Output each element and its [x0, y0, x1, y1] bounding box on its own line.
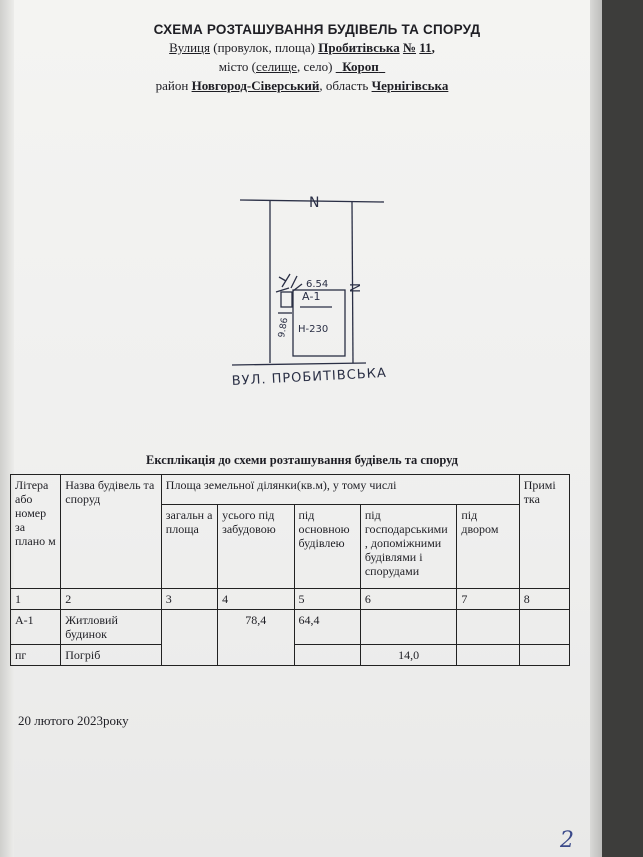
building-length-label: 9.86: [277, 317, 291, 339]
row-name: Житловий будинок: [61, 610, 162, 645]
header-note: Примі тка: [519, 475, 569, 589]
row-main: 64,4: [294, 610, 360, 645]
street-value: Пробитівська: [318, 40, 400, 55]
column-number: 8: [519, 589, 569, 610]
region-label: область: [325, 78, 369, 93]
building-width-label: 6.54: [306, 279, 329, 290]
header-auxiliary: під господарськими , допоміжними будівлями і спорудами: [360, 505, 457, 589]
street-caption: ВУЛ. ПРОБИТІВСЬКА: [231, 365, 388, 389]
header-letter: Літера або номер за плано м: [11, 475, 61, 589]
city-line: [14, 59, 590, 75]
document-header: [14, 22, 590, 94]
district-line: район Новгород-Сіверський, область Чернігівська: [155, 78, 449, 93]
city-label-settlement: селище: [256, 59, 297, 74]
header-built-area: усього під забудовою: [218, 505, 294, 589]
column-number: 3: [161, 589, 217, 610]
row-built: 78,4: [218, 610, 294, 666]
row-main: [294, 645, 360, 666]
street-line: Вулиця (провулок, площа) Пробитівська № 11,: [169, 40, 435, 55]
header-main-building: під основною будівлею: [294, 505, 360, 589]
north-label: N: [309, 195, 320, 211]
street-label: Вулиця: [169, 40, 210, 55]
row-letter: А-1: [11, 610, 61, 645]
column-number: 7: [457, 589, 519, 610]
building-letter-label: А-1: [302, 290, 321, 303]
column-number: 4: [218, 589, 294, 610]
city-value: Короп: [342, 59, 379, 74]
column-numbers-row: [11, 589, 570, 610]
district-value: Новгород-Сіверський: [191, 78, 320, 93]
house-label: №: [402, 40, 417, 55]
cellar-outline: [281, 292, 292, 307]
row-aux: [360, 610, 457, 645]
east-neighbor-label: N: [346, 283, 361, 293]
explication-table: [10, 474, 570, 666]
column-number: 1: [11, 589, 61, 610]
city-label-rest: , село): [296, 59, 333, 74]
building-height-label: Н-230: [298, 324, 329, 335]
row-note: [519, 610, 569, 645]
column-number: 6: [360, 589, 457, 610]
header-total-area: загальн а площа: [161, 505, 217, 589]
district-label: район: [155, 78, 189, 93]
header-name: Назва будівель та споруд: [61, 475, 162, 589]
page-number: 2: [560, 828, 574, 853]
house-value: 11: [419, 40, 432, 55]
row-name: Погріб: [61, 645, 162, 666]
row-note: [519, 645, 569, 666]
table-row: [11, 610, 570, 645]
row-letter: пг: [11, 645, 61, 666]
document-title: СХЕМА РОЗТАШУВАННЯ БУДІВЕЛЬ ТА СПОРУД: [153, 22, 481, 37]
city-label: місто (: [218, 59, 256, 74]
row-total: [161, 610, 217, 666]
row-yard: [457, 610, 519, 645]
table-caption: Експлікація до схеми розташування будівель та споруд: [146, 453, 458, 467]
binder-margin: [0, 0, 14, 857]
site-scheme: [14, 180, 590, 420]
south-boundary: [232, 363, 366, 365]
row-yard: [457, 645, 519, 666]
column-number: 5: [294, 589, 360, 610]
document-date: 20 лютого 2023року: [18, 713, 129, 728]
header-yard: під двором: [457, 505, 519, 589]
header-area-group: Площа земельної ділянки(кв.м), у тому числі: [161, 475, 519, 505]
page-edge: [590, 0, 602, 857]
region-value: Чернігівська: [371, 78, 449, 93]
street-label-rest: (провулок, площа): [213, 40, 315, 55]
row-aux: 14,0: [360, 645, 457, 666]
column-number: 2: [61, 589, 162, 610]
